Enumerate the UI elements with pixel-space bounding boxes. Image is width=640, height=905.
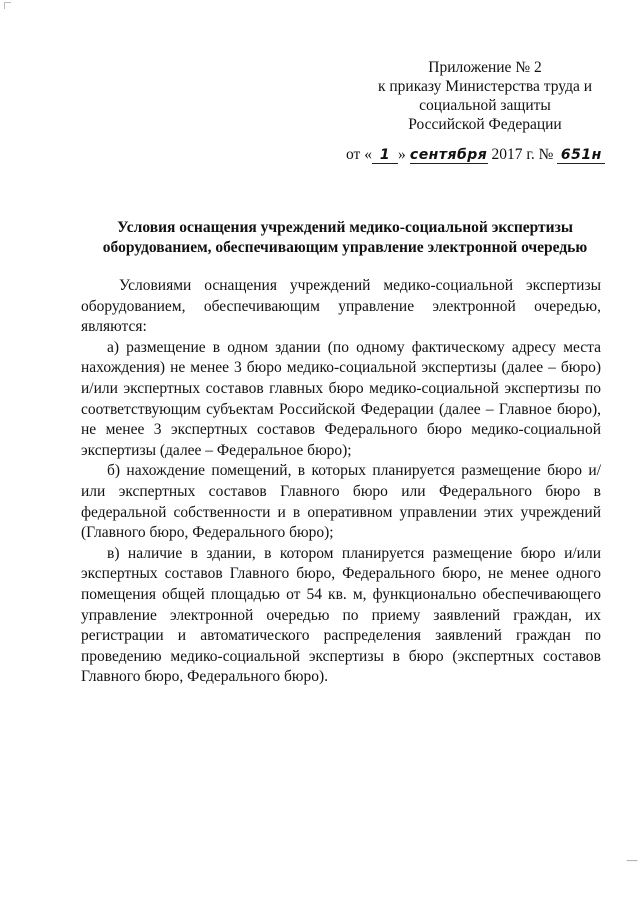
order-date-line [346, 146, 605, 164]
paragraph-b: б) нахождение помещений, в которых планируется размещение бюро и/или экспертных составов Главного бюро или Федерального бюро в федеральной собственности и в оперативном управлении этих учреждений (Главного бюро, Федерального бюро); [81, 462, 601, 542]
order-number-handwritten: 651н [557, 147, 605, 164]
appendix-country: Российской Федерации [408, 116, 562, 133]
appendix-number: Приложение № 2 [428, 59, 542, 76]
document-title [60, 218, 630, 258]
document-body [81, 276, 601, 688]
date-month-handwritten: сентября [409, 147, 488, 163]
appendix-header [340, 58, 630, 134]
scan-side-mark: │ [626, 858, 636, 864]
title-line-2: оборудованием, обеспечивающим управление электронной очередью [102, 239, 588, 256]
date-prefix: от « [346, 146, 372, 163]
appendix-ministry: социальной защиты [419, 97, 551, 114]
date-year: 2017 г. № [487, 146, 558, 163]
title-line-1: Условия оснащения учреждений медико-социальной экспертизы [117, 219, 573, 236]
paragraph-c: в) наличие в здании, в котором планируется размещение бюро и/или экспертных составов Главного бюро, Федерального бюро, не менее одного помещения общей площадью от 54 кв. м, функционально обеспечивающего управление электронной очередью по приему заявлений граждан, их регистрации и автоматического распределения заявлений граждан по проведению медико-социальной экспертизы в бюро (экспертных составов Главного бюро, Федерального бюро). [81, 544, 601, 686]
date-mid: » [397, 146, 410, 163]
date-day-handwritten: 1 [372, 147, 398, 164]
paragraph-intro: Условиями оснащения учреждений медико-социальной экспертизы оборудованием, обеспечивающим управление электронной очередью, являются: [81, 277, 601, 336]
scan-corner-mark [4, 2, 11, 9]
appendix-order-ref: к приказу Министерства труда и [377, 78, 593, 95]
paragraph-a: а) размещение в одном здании (по одному фактическому адресу места нахождения) не менее 3 бюро медико-социальной экспертизы (далее – бюро) и/или экспертных составов главных бюро медико-социальной экспертизы по соответствующим субъектам Российской Федерации (далее – Главное бюро), не менее 3 экспертных составов Федерального бюро медико-социальной экспертизы (далее – Федеральное бюро); [81, 338, 601, 459]
